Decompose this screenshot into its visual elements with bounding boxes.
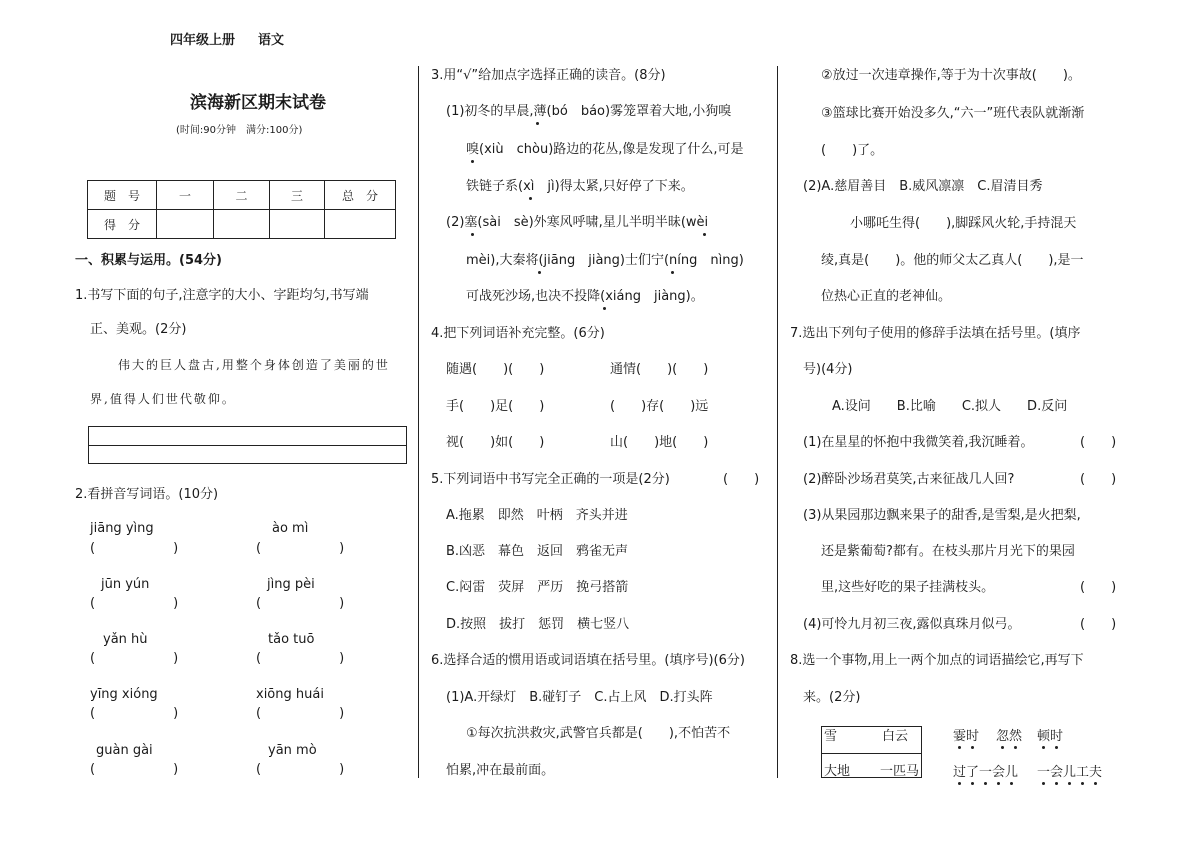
answer-blank[interactable]: ( ) — [90, 762, 179, 777]
score-cell: 二 — [214, 181, 270, 210]
emphasis-dot — [958, 746, 961, 749]
emphasis-dot — [471, 160, 474, 163]
answer-blank[interactable]: ( ) — [256, 762, 345, 777]
q5-option: D.按照 拔打 惩罚 横七竖八 — [446, 617, 630, 632]
pinyin-3: jūn yún — [101, 577, 150, 592]
emphasis-dot — [471, 233, 474, 236]
score-table-header-row — [88, 181, 396, 210]
q4-item[interactable]: 通情( )( ) — [610, 362, 709, 377]
emphasis-dot — [984, 782, 987, 785]
q7-item: (3)从果园那边飘来果子的甜香,是雪梨,是火把梨, — [803, 508, 1081, 523]
grade-label: 四年级上册 — [170, 33, 236, 48]
pinyin-1: jiāng yìng — [90, 521, 154, 536]
q3-line: (2)塞(sài sè)外寒风呼啸,星儿半明半昧(wèi — [446, 215, 709, 230]
q6-part1-options: (1)A.开绿灯 B.碰钉子 C.占上风 D.打头阵 — [446, 690, 713, 705]
q3-line: (1)初冬的早晨,薄(bó báo)雾笼罩着大地,小狗嗅 — [446, 104, 732, 119]
pinyin-8: xiōng huái — [256, 687, 324, 702]
q7-item: 里,这些好吃的果子挂满枝头。 — [821, 580, 995, 595]
section-1-title: 一、积累与运用。(54分) — [75, 253, 222, 268]
q8-subject: 大地 — [824, 764, 851, 779]
score-table-score-row — [88, 210, 396, 239]
q4-item[interactable]: 手( )足( ) — [446, 399, 545, 414]
q8-subject: 白云 — [882, 729, 909, 744]
emphasis-dot — [997, 782, 1000, 785]
emphasis-dot — [1014, 746, 1017, 749]
emphasis-dot — [1055, 782, 1058, 785]
q8-title-line2: 来。(2分) — [803, 690, 861, 705]
q8-subject: 雪 — [824, 729, 838, 744]
q7-title-line1: 7.选出下列句子使用的修辞手法填在括号里。(填序 — [790, 326, 1081, 341]
pinyin-10: yān mò — [268, 743, 317, 758]
q5-option: A.拖累 即然 叶柄 齐头并进 — [446, 508, 628, 523]
q6-line: 绫,真是( )。他的师父太乙真人( ),是一 — [821, 253, 1084, 268]
pinyin-2: ào mì — [272, 521, 309, 536]
q6-line: ③篮球比赛开始没多久,“六一”班代表队就渐渐 — [821, 106, 1085, 121]
q4-item[interactable]: ( )存( )远 — [610, 399, 709, 414]
q8-word: 霎时 — [953, 729, 980, 744]
q3-line: 铁链子系(xì jì)得太紧,只好停了下来。 — [466, 179, 694, 194]
score-cell: 题 号 — [88, 181, 157, 210]
q7-item: (1)在星星的怀抱中我微笑着,我沉睡着。 — [803, 435, 1034, 450]
pinyin-5: yǎn hù — [103, 632, 148, 647]
q7-answer-bracket[interactable]: ( ) — [1080, 617, 1117, 632]
q3-line: 嗅(xiù chòu)路边的花丛,像是发现了什么,可是 — [466, 142, 744, 157]
q7-item: 还是紫葡萄?都有。在枝头那片月光下的果园 — [821, 544, 1075, 559]
q4-item[interactable]: 视( )如( ) — [446, 435, 545, 450]
emphasis-dot — [1081, 782, 1084, 785]
emphasis-dot — [1068, 782, 1071, 785]
answer-blank[interactable]: ( ) — [256, 706, 345, 721]
q6-title: 6.选择合适的惯用语或词语填在括号里。(填序号)(6分) — [431, 653, 745, 668]
q7-options: A.设问 B.比喻 C.拟人 D.反问 — [832, 399, 1068, 414]
emphasis-dot — [671, 271, 674, 274]
q3-title: 3.用“√”给加点字选择正确的读音。(8分) — [431, 68, 666, 83]
emphasis-dot — [971, 782, 974, 785]
q1-text-line1: 伟大的巨人盘古,用整个身体创造了美丽的世 — [118, 358, 390, 372]
q4-item[interactable]: 随遇( )( ) — [446, 362, 545, 377]
q2-title: 2.看拼音写词语。(10分) — [75, 487, 219, 502]
q5-option: B.凶恶 幕色 返回 鸦雀无声 — [446, 544, 629, 559]
pinyin-6: tǎo tuō — [268, 632, 315, 647]
q7-item: (2)醉卧沙场君莫笑,古来征战几人回? — [803, 472, 1015, 487]
emphasis-dot — [958, 782, 961, 785]
emphasis-dot — [1042, 746, 1045, 749]
emphasis-dot — [1055, 746, 1058, 749]
answer-blank[interactable]: ( ) — [90, 541, 179, 556]
emphasis-dot — [538, 271, 541, 274]
emphasis-dot — [971, 746, 974, 749]
pinyin-7: yīng xióng — [90, 687, 158, 702]
q6-line: 小哪吒生得( ),脚踩风火轮,手持混天 — [850, 216, 1077, 231]
q1-line1: 1.书写下面的句子,注意字的大小、字距均匀,书写端 — [75, 288, 369, 303]
column-divider-left — [418, 66, 419, 778]
score-input-cell[interactable] — [214, 210, 270, 239]
emphasis-dot — [1010, 782, 1013, 785]
q7-title-line2: 号)(4分) — [803, 362, 853, 377]
answer-blank[interactable]: ( ) — [256, 541, 345, 556]
score-input-cell[interactable] — [325, 210, 396, 239]
q6-line: ①每次抗洪救灾,武警官兵都是( ),不怕苦不 — [466, 726, 731, 741]
emphasis-dot — [536, 122, 539, 125]
q8-word: 顿时 — [1037, 729, 1064, 744]
emphasis-dot — [703, 233, 706, 236]
answer-blank[interactable]: ( ) — [90, 596, 179, 611]
exam-info: (时间:90分钟 满分:100分) — [176, 125, 303, 136]
q1-text-line2: 界,值得人们世代敬仰。 — [90, 392, 236, 406]
emphasis-dot — [529, 197, 532, 200]
score-input-cell[interactable] — [270, 210, 325, 239]
emphasis-dot — [603, 307, 606, 310]
answer-blank[interactable]: ( ) — [90, 651, 179, 666]
answer-blank[interactable]: ( ) — [256, 596, 345, 611]
score-cell: 一 — [157, 181, 214, 210]
answer-blank[interactable]: ( ) — [256, 651, 345, 666]
q4-item[interactable]: 山( )地( ) — [610, 435, 709, 450]
q8-word: 一会儿工夫 — [1037, 765, 1103, 780]
score-input-cell[interactable] — [157, 210, 214, 239]
q7-answer-bracket[interactable]: ( ) — [1080, 580, 1117, 595]
q8-subject: 一匹马 — [880, 764, 920, 779]
q8-word: 过了一会儿 — [953, 765, 1019, 780]
q5-answer-bracket[interactable]: ( ) — [723, 472, 760, 487]
q1-line2: 正、美观。(2分) — [90, 322, 187, 337]
q6-line: ( )了。 — [821, 143, 884, 158]
emphasis-dot — [1042, 782, 1045, 785]
q3-line: mèi),大秦将(jiāng jiàng)士们宁(níng nìng) — [466, 253, 744, 268]
column-divider-right — [777, 66, 778, 778]
writing-box[interactable] — [88, 426, 407, 464]
subject-label: 语文 — [258, 33, 285, 48]
pinyin-9: guàn gài — [96, 743, 153, 758]
q3-line: 可战死沙场,也决不投降(xiáng jiàng)。 — [466, 289, 704, 304]
q7-item: (4)可怜九月初三夜,露似真珠月似弓。 — [803, 617, 1021, 632]
score-cell: 三 — [270, 181, 325, 210]
q7-answer-bracket[interactable]: ( ) — [1080, 435, 1117, 450]
pinyin-4: jìng pèi — [267, 577, 315, 592]
answer-blank[interactable]: ( ) — [90, 706, 179, 721]
q4-title: 4.把下列词语补充完整。(6分) — [431, 326, 605, 341]
score-table — [87, 180, 396, 239]
q6-part2-options: (2)A.慈眉善目 B.威风凛凛 C.眉清目秀 — [803, 179, 1043, 194]
emphasis-dot — [1094, 782, 1097, 785]
q5-option: C.闷雷 荧屏 严历 挽弓搭箭 — [446, 580, 629, 595]
score-cell: 得 分 — [88, 210, 157, 239]
q8-title-line1: 8.选一个事物,用上一两个加点的词语描绘它,再写下 — [790, 653, 1084, 668]
emphasis-dot — [1001, 746, 1004, 749]
q8-word: 忽然 — [996, 729, 1023, 744]
q6-line: 位热心正直的老神仙。 — [821, 289, 952, 304]
q6-line: 怕累,冲在最前面。 — [446, 763, 555, 778]
exam-title: 滨海新区期末试卷 — [190, 93, 326, 113]
q6-line: ②放过一次违章操作,等于为十次事故( )。 — [821, 68, 1081, 83]
q5-title: 5.下列词语中书写完全正确的一项是(2分) — [431, 472, 670, 487]
score-cell: 总 分 — [325, 181, 396, 210]
q7-answer-bracket[interactable]: ( ) — [1080, 472, 1117, 487]
